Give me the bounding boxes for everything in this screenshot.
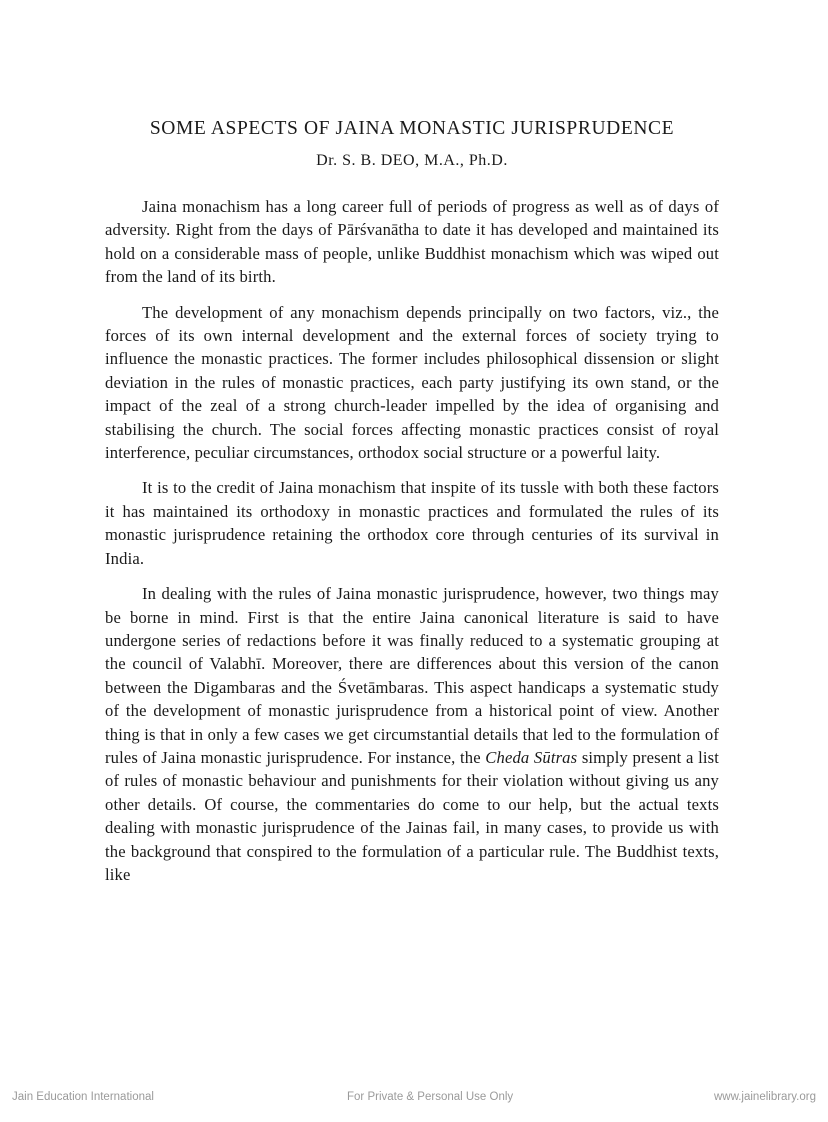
paragraph-1: Jaina monachism has a long career full of periods of progress as well as of days of adversity. Right from the days of Pārśvanātha to date it has developed and maintained its hold on a considerable mass of people, unlike Buddhist monachism which was wiped out from the land of its birth.	[105, 197, 719, 287]
paragraph-3: It is to the credit of Jaina monachism that inspite of its tussle with both these factors it has maintained its orthodoxy in monastic practices and formulated the rules of its monastic jurisprudence retaining the orthodox core through centuries of its survival in India.	[105, 478, 719, 568]
document-body	[105, 195, 719, 886]
paragraph-4-italic-title: Cheda Sūtras	[485, 747, 578, 767]
document-title: SOME ASPECTS OF JAINA MONASTIC JURISPRUDENCE	[149, 118, 675, 139]
footer-publisher: Jain Education International	[12, 1091, 154, 1103]
paragraph-4-text-a: In dealing with the rules of Jaina monastic jurisprudence, however, two things may be borne in mind. First is that the entire Jaina canonical literature is said to have undergone series of redactions before it was finally reduced to a systematic grouping at the council of Valabhī. Moreover, there are differences about this version of the canon between the Digambaras and the Śvetāmbaras. This aspect handicaps a systematic study of the development of monastic jurisprudence from a historical point of view. Another thing is that in only a few cases we get circumstantial details that led to the formulation of rules of Jaina monastic jurisprudence. For instance, the	[105, 584, 719, 767]
paragraph-2: The development of any monachism depends principally on two factors, viz., the forces of its own internal development and the external forces of society trying to influence the monastic practices. The former includes philosophical dissension or slight deviation in the rules of monastic practices, each party justifying its own stand, or the impact of the zeal of a strong church-leader impelled by the idea of organising and stabilising the church. The social forces affecting monastic practices consist of royal interference, peculiar circumstances, orthodox social structure or a powerful laity.	[105, 302, 719, 463]
footer-website-link[interactable]: www.jainelibrary.org	[713, 1091, 816, 1103]
footer-usage-note: For Private & Personal Use Only	[347, 1091, 514, 1103]
document-page	[105, 118, 719, 886]
paragraph-4-text-b: simply present a list of rules of monastic behaviour and punishments for their violation without giving us any other details. Of course, the commentaries do come to our help, but the actual texts dealing with monastic jurisprudence of the Jainas fail, in many cases, to provide us with the background that conspired to the formulation of a particular rule. The Buddhist texts, like	[105, 747, 719, 884]
paragraph-4	[105, 582, 719, 886]
document-author: Dr. S. B. DEO, M.A., Ph.D.	[316, 152, 508, 169]
